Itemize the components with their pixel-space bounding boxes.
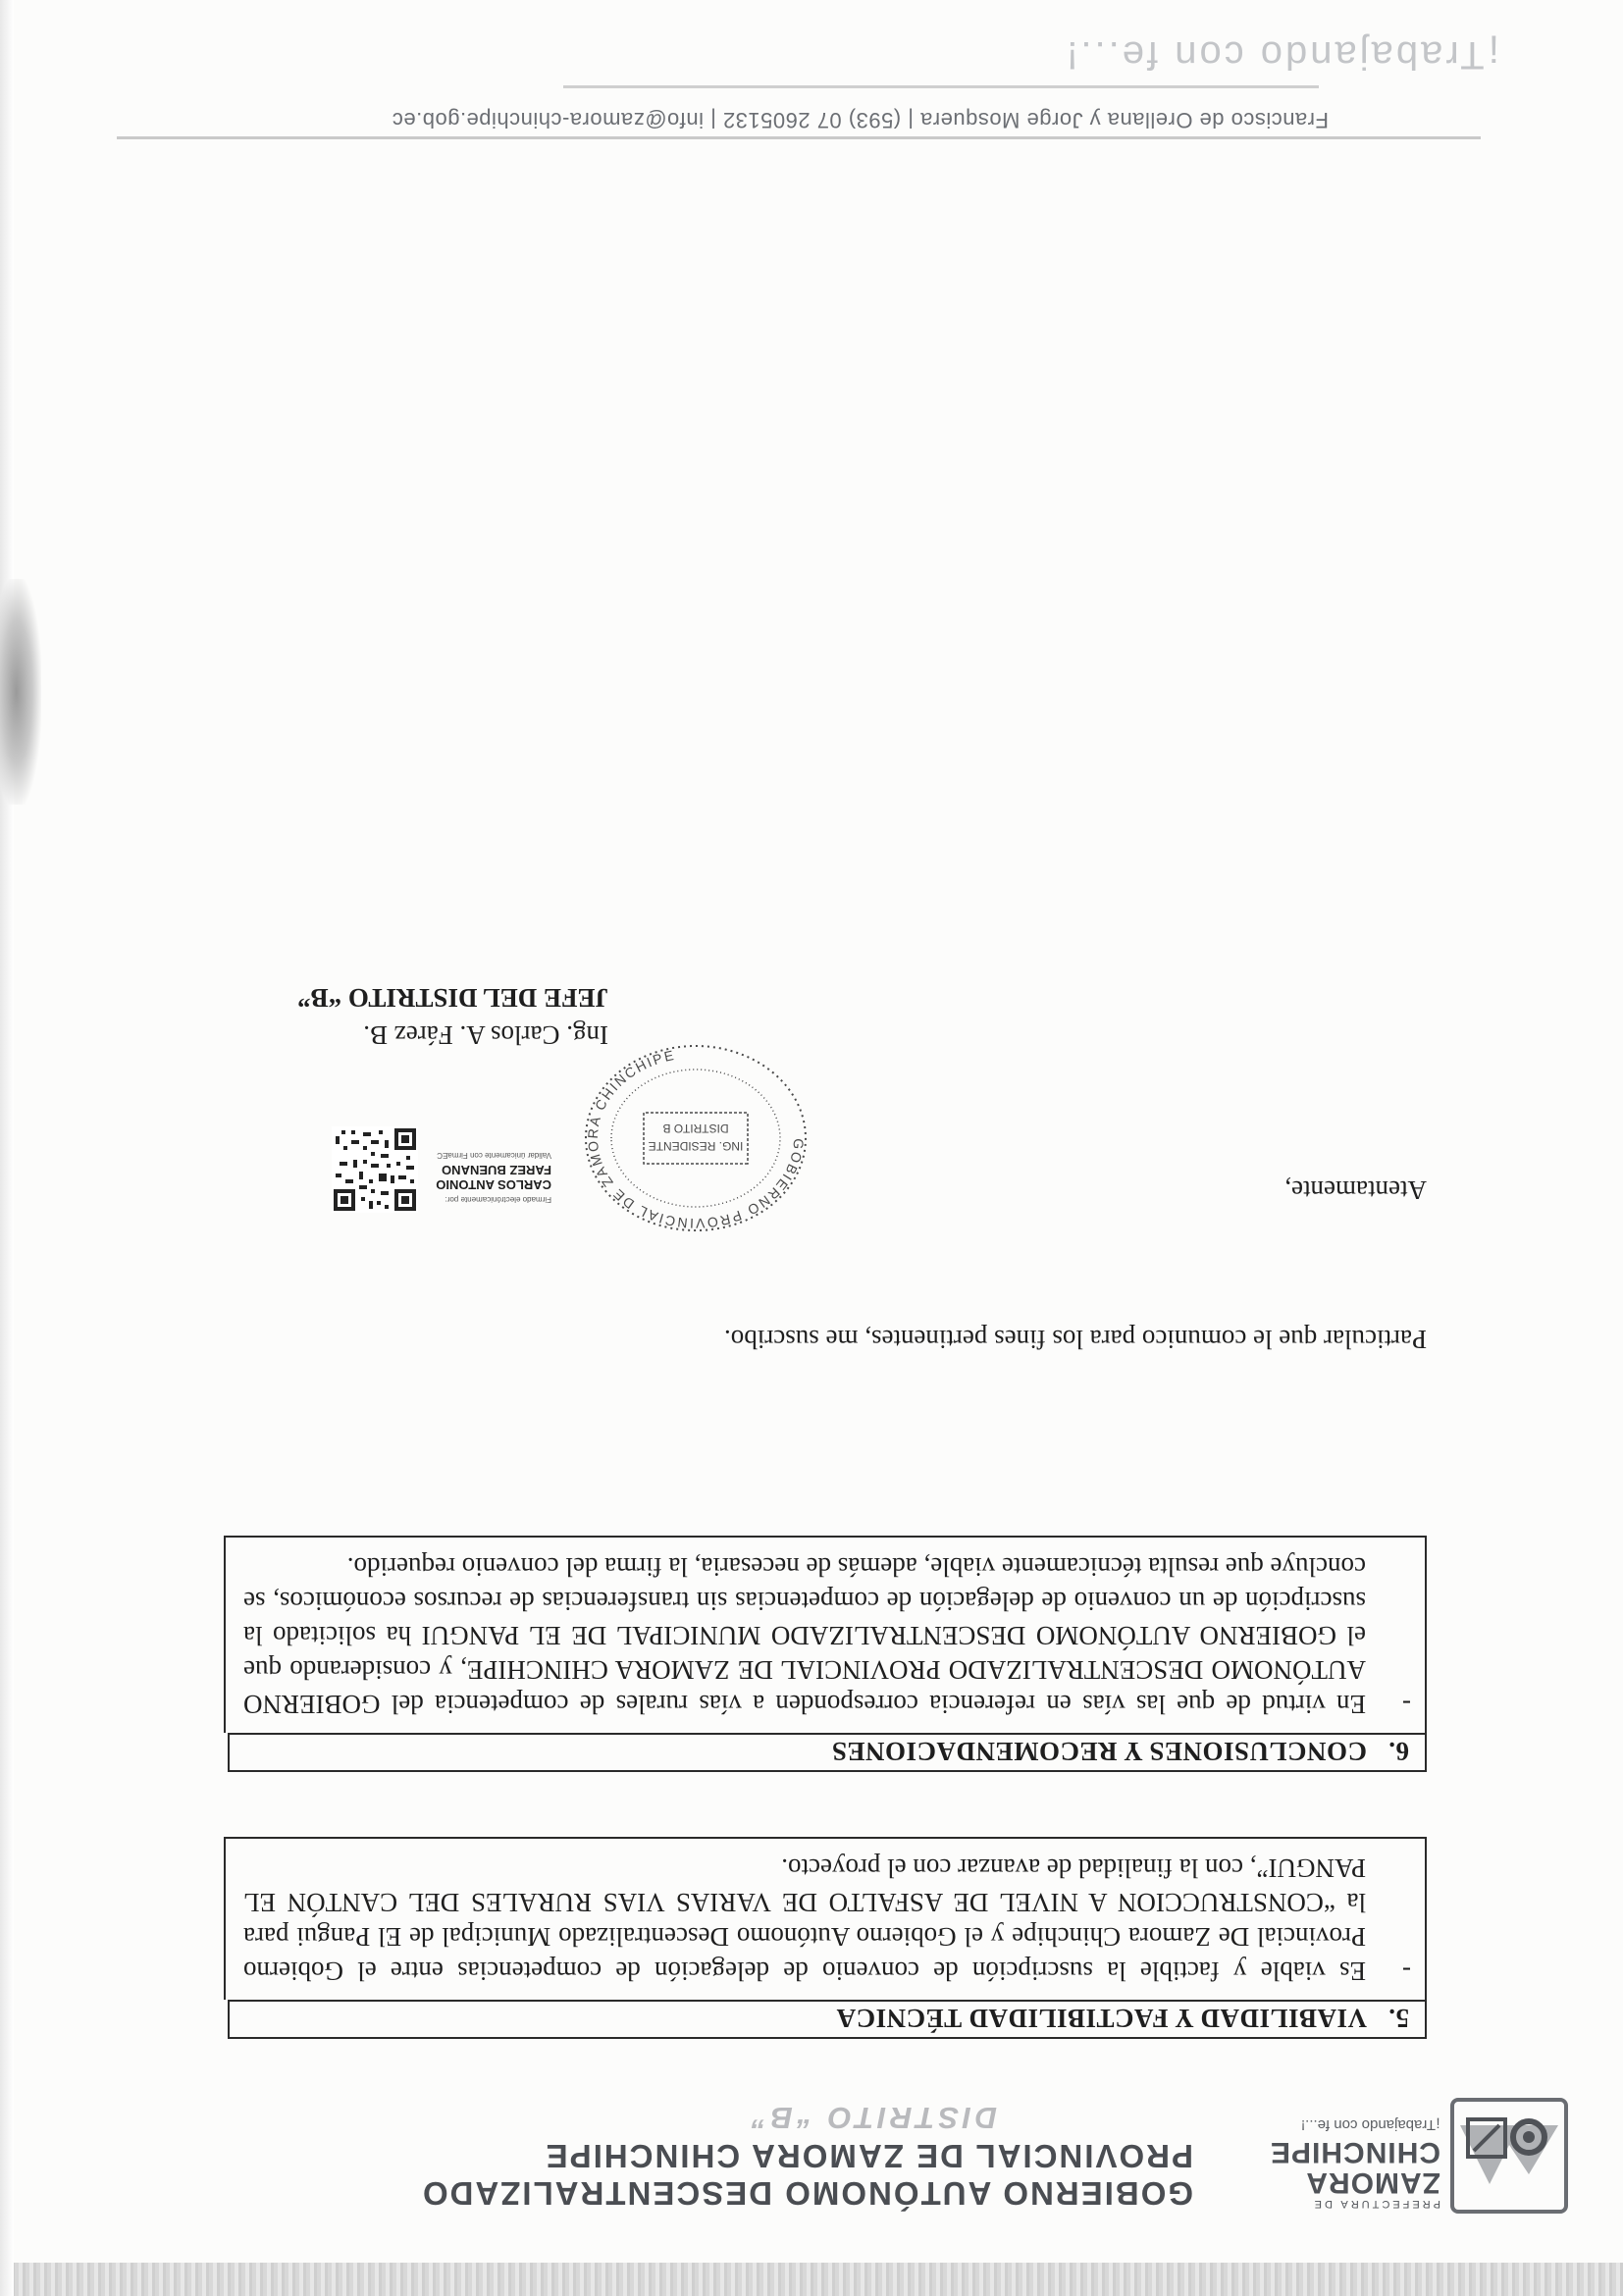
- section-6-title-row: [831, 1736, 1409, 1766]
- section-5-title-row: [836, 2003, 1409, 2033]
- brand-slogan: ¡Trabajando con fe...!: [1300, 2116, 1440, 2133]
- letterhead-district: DISTRITO “B”: [747, 2101, 997, 2135]
- prefecture-brand: [1269, 2116, 1440, 2210]
- section-6-header: [228, 1733, 1427, 1772]
- letterhead-title-line-1: GOBIERNO AUTÓNOMO DESCENTRALIZADO: [420, 2175, 1193, 2212]
- section-5-text: Es viable y factible la suscripción de convenio de delegación de competencias entre el Gobierno Provincial De Zamora Chinchipe y el Gobierno Autónomo Descentralizado Municipal de El Pangui para la “CONSTRUCCION A NIVEL DE ASFALTO DE VARIAS VIAS RURALES DEL CANTÓN EL PANGUI”, con la finalidad de avanzar con el proyecto.: [243, 1853, 1366, 1986]
- section-6-title: CONCLUSIONES Y RECOMENDACIONES: [831, 1737, 1367, 1766]
- letterhead-title-line-2: PROVINCIAL DE ZAMORA CHINCHIPE: [544, 2138, 1193, 2174]
- qr-signed-by: Firmado electrónicamente por:: [445, 1195, 551, 1204]
- footer-slogan: ¡Trabajando con fe...!: [1064, 33, 1500, 77]
- section-6-body: [224, 1536, 1427, 1733]
- qr-code-icon: [332, 1126, 418, 1213]
- stamp-ring-text: GOBIERNO PROVINCIAL DE ZAMORA CHINCHIPE: [584, 1046, 808, 1232]
- section-6-bullet: -: [1402, 1690, 1411, 1719]
- section-5-body: [224, 1837, 1427, 2000]
- brand-line-1: ZAMORA: [1305, 2166, 1440, 2199]
- scan-smudge: [0, 579, 41, 805]
- closing-greeting: Atentamente,: [1284, 1175, 1427, 1205]
- qr-signer-line-2: FAREZ BUENANO: [442, 1163, 551, 1177]
- scan-edge-band: [0, 2263, 1623, 2296]
- stamp-box-line-2: DISTRITO B: [662, 1122, 729, 1135]
- closing-text: Particular que le comunico para los fines pertinentes, me suscribo.: [723, 1325, 1427, 1354]
- scan-edge-shadow: [0, 0, 14, 2296]
- letterhead-title: [389, 2098, 1193, 2212]
- brand-line-2: CHINCHIPE: [1269, 2136, 1440, 2168]
- footer-contact: Francisco de Orellana y Jorge Mosquera | (593) 07 2605132 | info@zamora-chinchipe.gob.ec: [392, 108, 1329, 132]
- footer-rule: [117, 136, 1481, 139]
- section-5-title: VIABILIDAD Y FACTIBILIDAD TÉCNICA: [836, 2004, 1367, 2033]
- section-6-text: En virtud de que las vías en referencia corresponden a vías rurales de competencia del GOBIERNO AUTÓNOMO DESCENTRALIZADO PROVINCIAL DE ZAMORA CHINCHIPE, y considerando que el GOBIERNO AUTÓNOMO DESCENTRALIZADO MUNICIPAL DE EL PANGUI ha solicitado la suscripción de un convenio de delegación de competencias sin transferencias de recursos económicos, se concluye que resulta técnicamente viable, además de necesaria, la firma del convenio requerido.: [243, 1552, 1366, 1719]
- signer-name: Ing. Carlos A. Fárez B.: [363, 1020, 608, 1050]
- electronic-signature-label: [424, 1148, 551, 1207]
- signer-role: JEFE DEL DISTRITO “B”: [297, 983, 608, 1013]
- stamp-box-line-1: ING. RESIDENTE: [648, 1139, 744, 1153]
- qr-signer-line-1: CARLOS ANTONIO: [436, 1177, 551, 1192]
- section-6-number: 6.: [1387, 1737, 1409, 1766]
- brand-prefix: PREFECTURA DE: [1311, 2198, 1440, 2210]
- footer-rule-2: [563, 85, 1319, 88]
- qr-validate-note: Validar únicamente con FirmaEC: [437, 1151, 551, 1160]
- prefecture-logo-icon: [1450, 2098, 1568, 2214]
- section-5-number: 5.: [1387, 2004, 1409, 2033]
- official-stamp-icon: [553, 1040, 838, 1236]
- section-5-bullet: -: [1402, 1957, 1411, 1986]
- section-5-header: [228, 2000, 1427, 2039]
